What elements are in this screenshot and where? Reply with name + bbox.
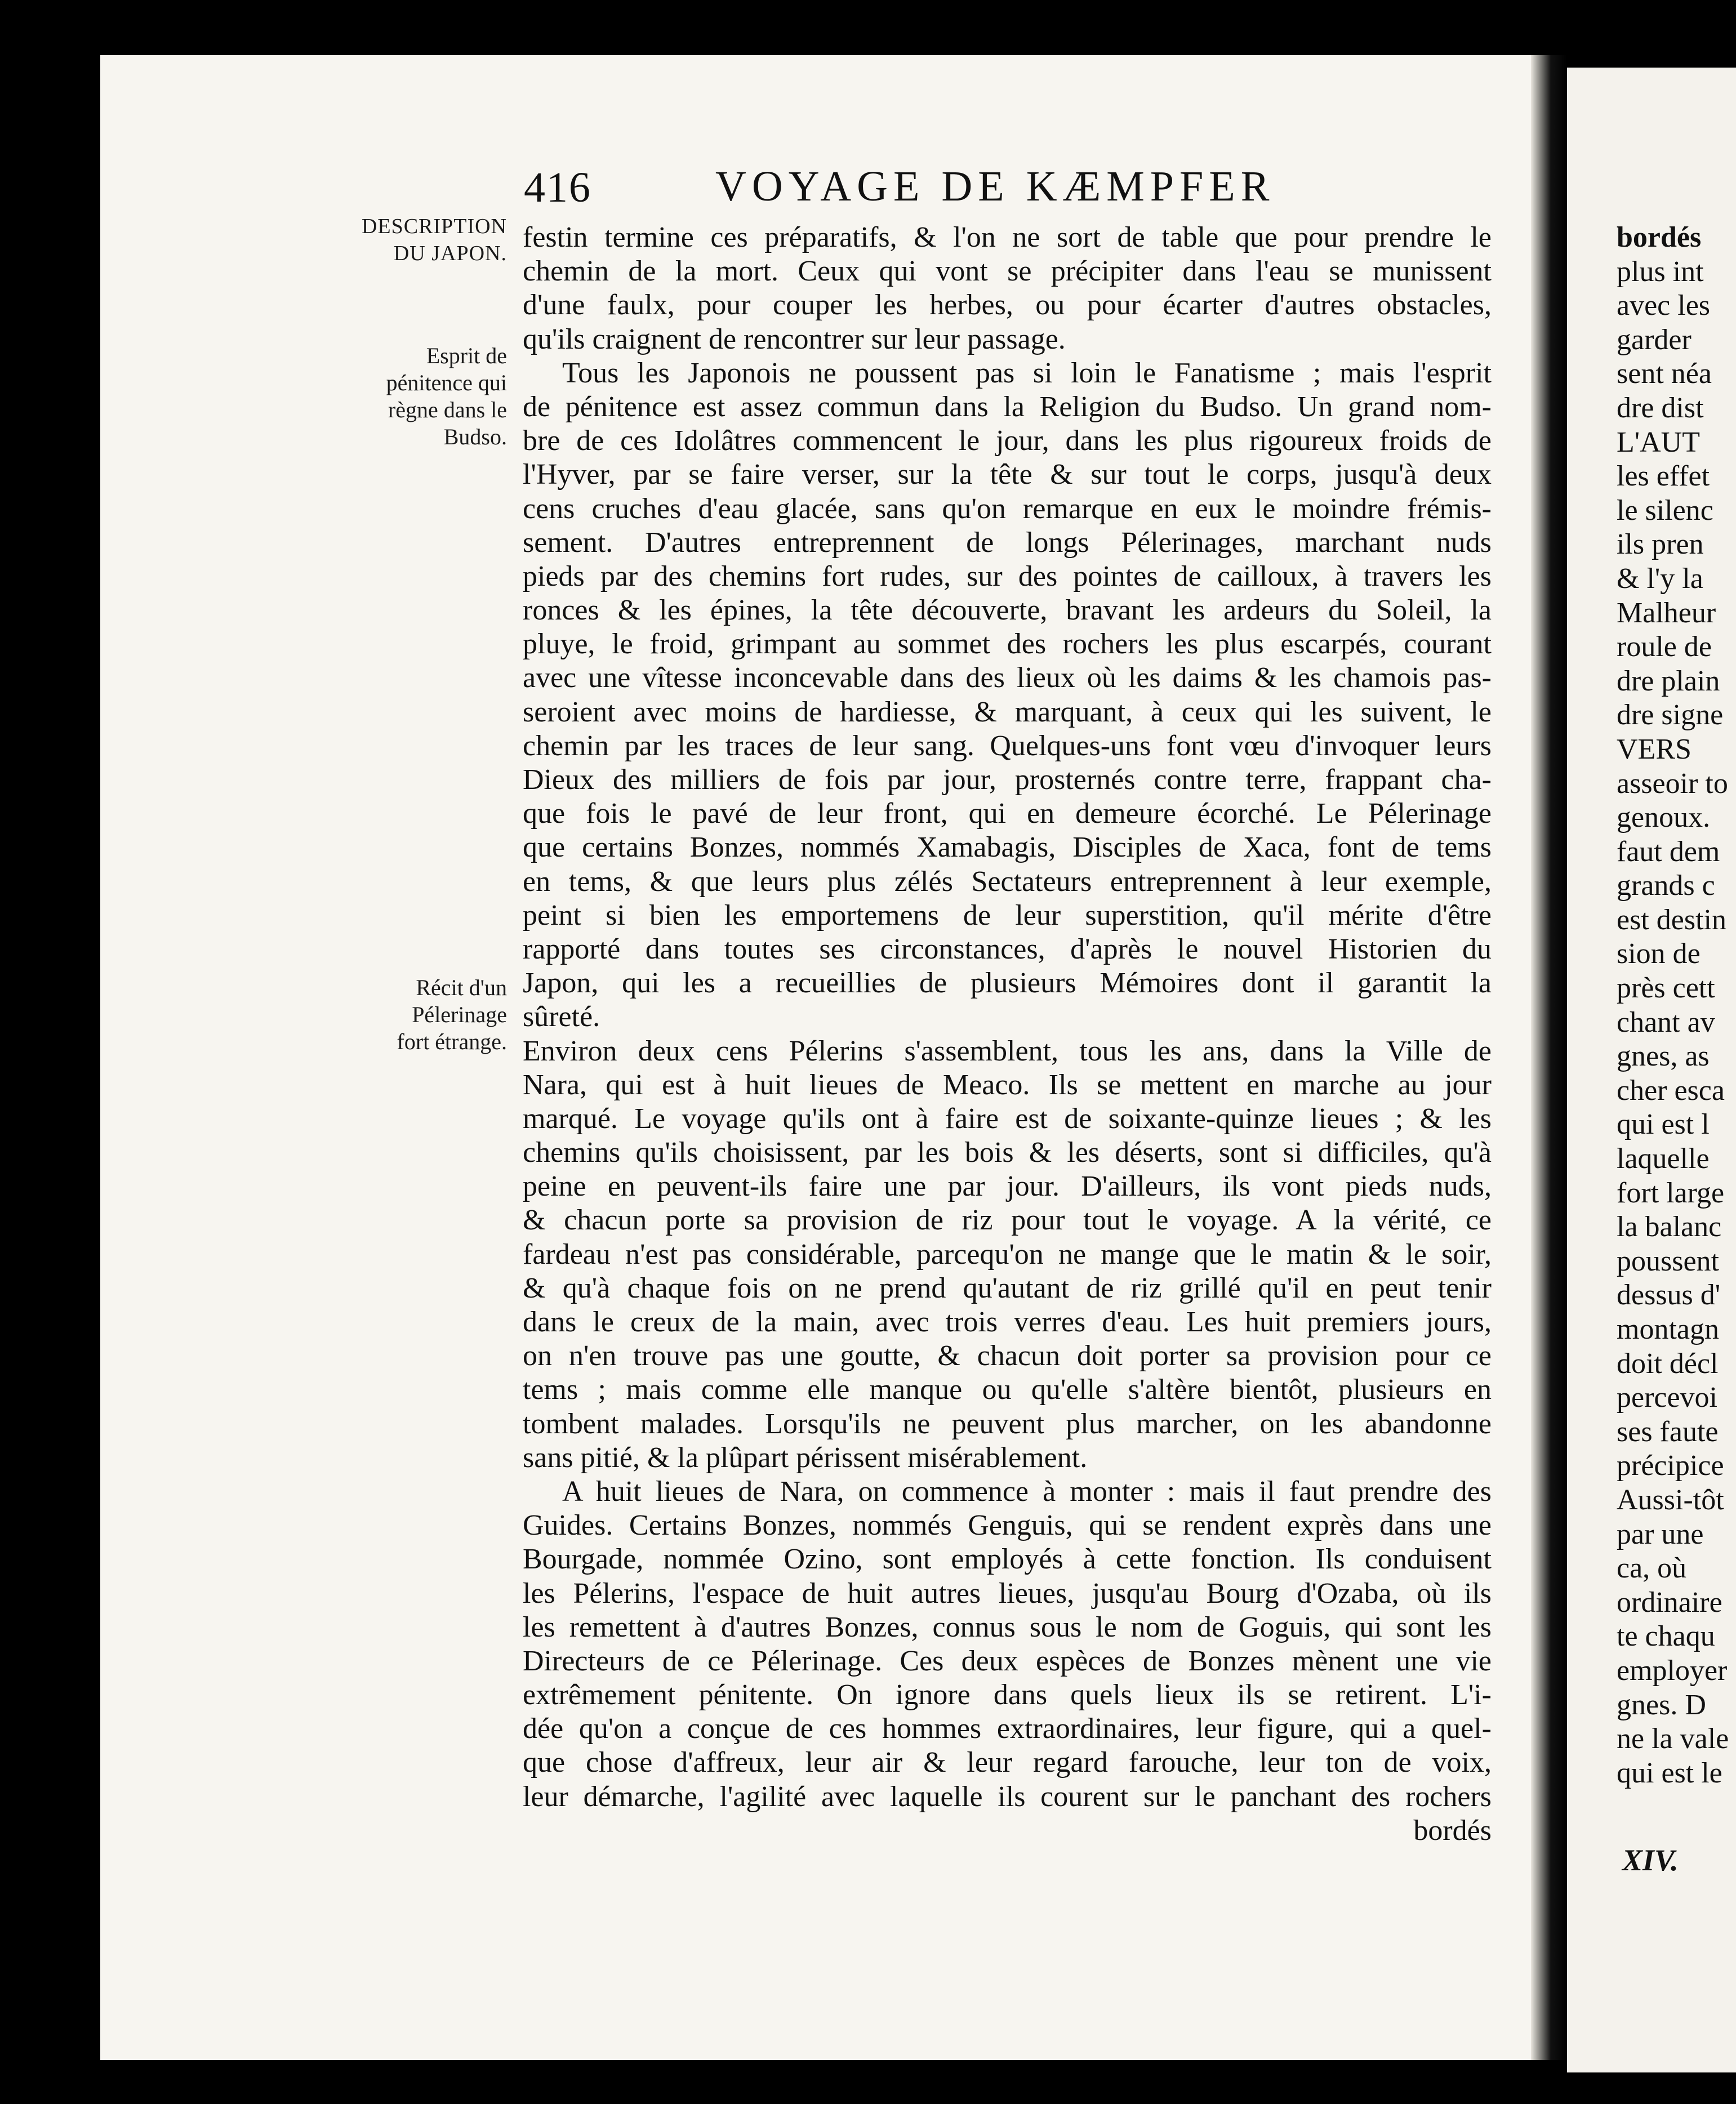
text-line: qu'ils craignent de rencontrer sur leur passage. <box>523 323 1066 355</box>
facing-line: qui est l <box>1617 1108 1710 1141</box>
text-line: Bourgade, nommée Ozino, sont employés à cette fonction. Ils conduisent <box>523 1543 1492 1576</box>
facing-line: roule de <box>1617 631 1712 663</box>
text-line: chemin par les traces de leur sang. Quelques-uns font vœu d'invoquer leurs <box>523 729 1492 762</box>
text-line: bre de ces Idolâtres commencent le jour, dans les plus rigoureux froids de <box>523 425 1492 457</box>
facing-line: ca, où <box>1617 1552 1687 1585</box>
facing-line: qui est le <box>1617 1757 1722 1789</box>
facing-line: par une <box>1617 1518 1704 1550</box>
facing-line: & l'y la <box>1617 562 1703 595</box>
text-line: tems ; mais comme elle manque ou qu'elle s'altère bientôt, plusieurs en <box>523 1374 1492 1406</box>
text-line: on n'en trouve pas une goutte, & chacun doit porter sa provision pour ce <box>523 1340 1492 1372</box>
text-line: de pénitence est assez commun dans la Religion du Budso. Un grand nom- <box>523 390 1492 423</box>
text-line: peine en peuvent-ils faire une par jour. D'ailleurs, ils vont pieds nuds, <box>523 1170 1492 1203</box>
text-line: en tems, & que leurs plus zélés Sectateurs entreprennent à leur exemple, <box>523 865 1492 898</box>
margin-note-description <box>360 213 507 267</box>
margin-note-line: DESCRIPTION <box>361 215 507 238</box>
text-line: marqué. Le voyage qu'ils ont à faire est de soixante-quinze lieues ; & les <box>523 1102 1492 1135</box>
facing-line: précipice <box>1617 1450 1724 1482</box>
facing-line: bordés <box>1617 221 1702 253</box>
margin-note-line: DU JAPON. <box>393 242 507 265</box>
text-line: peint si bien les emportemens de leur superstition, qu'il mérite d'être <box>523 899 1492 931</box>
text-line: extrêmement pénitente. On ignore dans quels lieux ils se retirent. L'i- <box>523 1679 1492 1711</box>
text-line: les remettent à d'autres Bonzes, connus sous le nom de Goguis, qui sont les <box>523 1611 1492 1643</box>
text-line: & qu'à chaque fois on ne prend qu'autant de riz grillé qu'il en peut tenir <box>523 1272 1492 1304</box>
facing-line: les effet <box>1617 460 1710 493</box>
facing-line: grands c <box>1617 870 1715 902</box>
facing-line: Malheur <box>1617 596 1716 629</box>
facing-line: poussent <box>1617 1245 1719 1277</box>
text-line: Dieux des milliers de fois par jour, prosternés contre terre, frappant cha- <box>523 764 1492 796</box>
text-line: cens cruches d'eau glacée, sans qu'on remarque en eux le moindre frémis- <box>523 492 1492 525</box>
margin-note-line: Esprit de <box>426 343 507 368</box>
facing-line: faut dem <box>1617 835 1720 868</box>
text-line: d'une faulx, pour couper les herbes, ou pour écarter d'autres obstacles, <box>523 289 1492 322</box>
book-gutter <box>1531 55 1567 2060</box>
text-line: Japon, qui les a recueillies de plusieurs Mémoires dont il garantit la <box>523 967 1492 1000</box>
text-line: que fois le pavé de leur front, qui en demeure écorché. Le Pélerinage <box>523 797 1492 830</box>
facing-line: ne la vale <box>1617 1723 1729 1755</box>
facing-line: employer <box>1617 1654 1728 1687</box>
text-line: que certains Bonzes, nommés Xamabagis, Disciples de Xaca, font de tems <box>523 831 1492 864</box>
text-line: dans le creux de la main, avec trois verres d'eau. Les huit premiers jours, <box>523 1306 1492 1338</box>
text-line: pieds par des chemins fort rudes, sur des pointes de cailloux, à travers les <box>523 560 1492 592</box>
facing-line: plus int <box>1617 255 1704 288</box>
facing-line: te chaqu <box>1617 1620 1715 1653</box>
text-line: les Pélerins, l'espace de huit autres lieues, jusqu'au Bourg d'Ozaba, où ils <box>523 1577 1492 1610</box>
facing-line: gnes. D <box>1617 1688 1706 1721</box>
facing-line: chant av <box>1617 1006 1715 1038</box>
margin-note-esprit <box>360 342 507 451</box>
text-line: sans pitié, & la plûpart périssent misérablement. <box>523 1441 1088 1474</box>
margin-note-line: Pélerinage <box>412 1002 507 1027</box>
margin-note-line: règne dans le <box>388 397 507 422</box>
facing-line: percevoi <box>1617 1381 1718 1414</box>
catchword: bordés <box>1413 1814 1492 1847</box>
margin-note-line: Récit d'un <box>416 975 507 1000</box>
margin-note-line: pénitence qui <box>386 370 507 395</box>
facing-line: garder <box>1617 323 1692 356</box>
facing-line: doit décl <box>1617 1347 1719 1380</box>
text-line: Environ deux cens Pélerins s'assemblent, tous les ans, dans la Ville de <box>523 1035 1492 1067</box>
text-line: seroient avec moins de hardiesse, & marquant, à ceux qui les suivent, le <box>523 696 1492 728</box>
text-line: que chose d'affreux, leur air & leur regard farouche, leur ton de voix, <box>523 1746 1492 1779</box>
facing-line: ils pren <box>1617 528 1704 561</box>
text-line: fardeau n'est pas considérable, parcequ'on ne mange que le matin & le soir, <box>523 1238 1492 1271</box>
margin-note-recit <box>360 974 507 1055</box>
facing-line: montagn <box>1617 1313 1719 1345</box>
facing-line: fort large <box>1617 1176 1725 1209</box>
facing-line: dre plain <box>1617 665 1720 697</box>
text-line: festin termine ces préparatifs, & l'on ne sort de table que pour prendre le <box>523 221 1492 253</box>
facing-line: ses faute <box>1617 1415 1719 1448</box>
text-line: avec une vîtesse inconcevable dans des lieux où les daims & les chamois pas- <box>523 662 1492 694</box>
text-line: & chacun porte sa provision de riz pour tout le voyage. A la vérité, ce <box>523 1204 1492 1237</box>
text-line: dée qu'on a conçue de ces hommes extraordinaires, leur figure, qui a quel- <box>523 1713 1492 1745</box>
facing-line: genoux. <box>1617 801 1711 834</box>
facing-line: VERS <box>1617 733 1692 765</box>
text-line: sûreté. <box>523 1001 600 1033</box>
facing-line: sent néa <box>1617 358 1712 390</box>
margin-note-line: Budso. <box>443 424 507 449</box>
running-title: VOYAGE DE KÆMPFER <box>715 163 1275 210</box>
facing-line: L'AUT <box>1617 426 1701 458</box>
facing-line: cher esca <box>1617 1074 1725 1107</box>
facing-line: dre dist <box>1617 391 1704 424</box>
text-line: ronces & les épines, la tête découverte, bravant les ardeurs du Soleil, la <box>523 594 1492 627</box>
running-header <box>428 101 1543 211</box>
facing-line: dre signe <box>1617 699 1724 732</box>
text-line: rapporté dans toutes ses circonstances, d'après le nouvel Historien du <box>523 933 1492 965</box>
margin-note-line: fort étrange. <box>397 1029 507 1054</box>
text-line: chemin de la mort. Ceux qui vont se précipiter dans l'eau se munissent <box>523 255 1492 288</box>
facing-line: sion de <box>1617 938 1701 970</box>
facing-line: est destin <box>1617 903 1726 936</box>
facing-line: laquelle <box>1617 1143 1710 1175</box>
facing-line: avec les <box>1617 289 1711 322</box>
text-line: Directeurs de ce Pélerinage. Ces deux espèces de Bonzes mènent une vie <box>523 1644 1492 1677</box>
facing-line: le silenc <box>1617 494 1713 527</box>
text-line: pluye, le froid, grimpant au sommet des rochers les plus escarpés, courant <box>523 628 1492 661</box>
facing-line: gnes, as <box>1617 1040 1710 1073</box>
facing-line: la balanc <box>1617 1211 1722 1243</box>
text-line: Tous les Japonois ne poussent pas si loin le Fanatisme ; mais l'esprit <box>562 356 1492 389</box>
page-number: 416 <box>524 164 591 211</box>
text-line: sement. D'autres entreprennent de longs Pélerinages, marchant nuds <box>523 526 1492 559</box>
facing-line: près cett <box>1617 972 1715 1005</box>
text-line: l'Hyver, par se faire verser, sur la tête & sur tout le corps, jusqu'à deux <box>523 458 1492 491</box>
text-line: Nara, qui est à huit lieues de Meaco. Ils se mettent en marche au jour <box>523 1068 1492 1101</box>
facing-line: Aussi-tôt <box>1617 1483 1724 1516</box>
facing-line: ordinaire <box>1617 1586 1722 1619</box>
text-line: chemins qu'ils choisissent, par les bois & les déserts, sont si difficiles, qu'à <box>523 1136 1492 1169</box>
text-line: tombent malades. Lorsqu'ils ne peuvent plus marcher, on les abandonne <box>523 1407 1492 1440</box>
body-text <box>523 221 1492 1848</box>
facing-line: asseoir to <box>1617 767 1728 800</box>
text-line: A huit lieues de Nara, on commence à monter : mais il faut prendre des <box>562 1475 1492 1508</box>
text-line: Guides. Certains Bonzes, nommés Genguis, qui se rendent exprès dans une <box>523 1509 1492 1542</box>
facing-page-catchword: XIV. <box>1622 1843 1679 1877</box>
facing-page-text <box>1617 221 1729 1790</box>
facing-line: dessus d' <box>1617 1279 1721 1312</box>
text-line: leur démarche, l'agilité avec laquelle ils courent sur le panchant des rochers <box>523 1780 1492 1813</box>
